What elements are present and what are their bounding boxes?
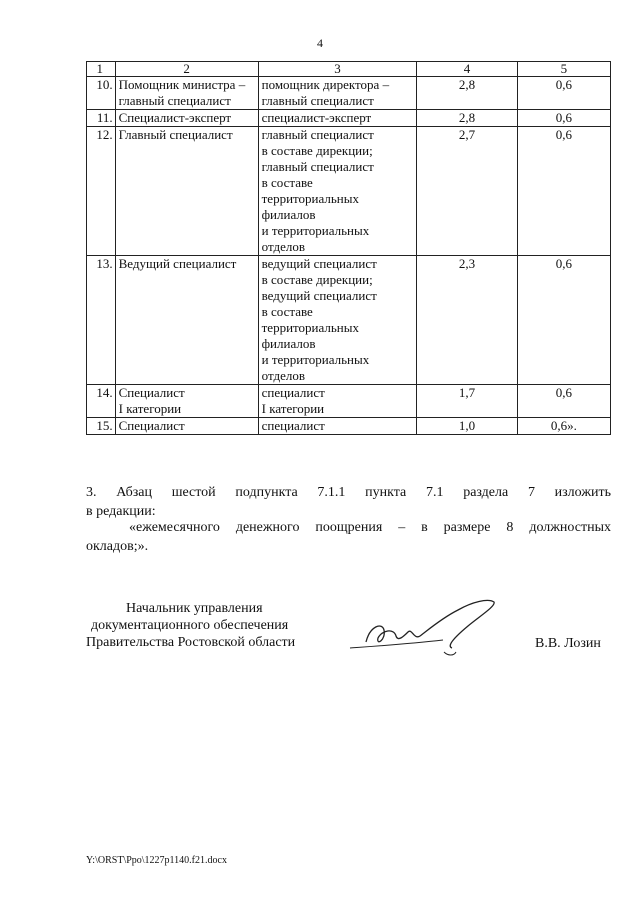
position-line: Ведущий специалист <box>118 256 237 271</box>
header-col-4: 4 <box>417 62 517 77</box>
bonus-cell: 0,6 <box>517 77 610 110</box>
equivalent-position-line: главный специалист <box>261 159 374 174</box>
row-number: 15. <box>87 418 116 435</box>
coefficient-cell: 1,7 <box>417 385 517 418</box>
bonus-cell: 0,6 <box>517 110 610 127</box>
header-col-1: 1 <box>87 62 116 77</box>
table-row <box>87 418 611 435</box>
coefficient-cell: 1,0 <box>417 418 517 435</box>
table-header-row <box>87 62 611 77</box>
equivalent-position-line: и территориальных <box>261 352 370 367</box>
equivalent-position-cell <box>258 418 417 435</box>
paragraph-3-line-1: 3. Абзац шестой подпункта 7.1.1 пункта 7.1 раздела 7 изложить <box>86 485 611 500</box>
header-col-2: 2 <box>115 62 258 77</box>
table-row <box>87 127 611 256</box>
equivalent-position-line: филиалов <box>261 207 316 222</box>
equivalent-position-cell <box>258 256 417 385</box>
position-line: Помощник министра – <box>118 77 246 92</box>
equivalent-position-line: главный специалист <box>261 127 374 142</box>
bonus-cell: 0,6 <box>517 127 610 256</box>
page-number: 4 <box>317 36 323 50</box>
position-line: Специалист-эксперт <box>118 110 232 125</box>
row-number: 14. <box>87 385 116 418</box>
equivalent-position-line: ведущий специалист <box>261 256 377 271</box>
bonus-cell: 0,6 <box>517 256 610 385</box>
equivalent-position-cell <box>258 385 417 418</box>
position-cell <box>115 77 258 110</box>
equivalent-position-line: отделов <box>261 239 305 254</box>
equivalent-position-line: главный специалист <box>261 93 374 108</box>
coefficient-cell: 2,8 <box>417 110 517 127</box>
equivalent-position-line: филиалов <box>261 336 316 351</box>
paragraph-3-line-2: в редакции: <box>86 504 156 519</box>
equivalent-position-cell <box>258 110 417 127</box>
equivalent-position-line: специалист <box>261 418 325 433</box>
equivalent-position-line: территориальных <box>261 320 359 335</box>
equivalent-position-line: территориальных <box>261 191 359 206</box>
equivalent-position-line: в составе дирекции; <box>261 143 373 158</box>
table-row <box>87 256 611 385</box>
position-line: Главный специалист <box>118 127 233 142</box>
coefficient-cell: 2,3 <box>417 256 517 385</box>
signatory-title-line-1: Начальник управления <box>126 601 263 616</box>
quote-line-2: окладов;». <box>86 539 149 554</box>
equivalent-position-cell <box>258 77 417 110</box>
signatory-title-line-3: Правительства Ростовской области <box>86 635 296 650</box>
row-number: 12. <box>87 127 116 256</box>
positions-table <box>86 61 611 435</box>
bonus-cell: 0,6 <box>517 385 610 418</box>
bonus-cell: 0,6». <box>517 418 610 435</box>
position-line: Специалист <box>118 385 185 400</box>
coefficient-cell: 2,7 <box>417 127 517 256</box>
signatory-name: В.В. Лозин <box>535 636 601 651</box>
equivalent-position-line: и территориальных <box>261 223 370 238</box>
row-number: 10. <box>87 77 116 110</box>
signatory-title <box>86 600 295 651</box>
file-path-footer: Y:\ORST\Ppo\1227p1140.f21.docx <box>86 855 227 866</box>
equivalent-position-line: в составе дирекции; <box>261 272 373 287</box>
header-col-5: 5 <box>517 62 610 77</box>
position-line: главный специалист <box>118 93 231 108</box>
equivalent-position-line: помощник директора – <box>261 77 390 92</box>
equivalent-position-line: I категории <box>261 401 325 416</box>
quote-line-1: «ежемесячного денежного поощрения – в размере 8 должностных <box>129 520 611 535</box>
position-cell <box>115 127 258 256</box>
signatory-title-line-2: документационного обеспечения <box>91 618 289 633</box>
position-line: Специалист <box>118 418 185 433</box>
equivalent-position-line: специалист-эксперт <box>261 110 372 125</box>
equivalent-position-line: в составе <box>261 175 313 190</box>
position-cell <box>115 418 258 435</box>
position-cell <box>115 110 258 127</box>
position-cell <box>115 385 258 418</box>
table-row <box>87 110 611 127</box>
table-row <box>87 77 611 110</box>
equivalent-position-line: отделов <box>261 368 305 383</box>
position-cell <box>115 256 258 385</box>
coefficient-cell: 2,8 <box>417 77 517 110</box>
position-line: I категории <box>118 401 182 416</box>
row-number: 13. <box>87 256 116 385</box>
equivalent-position-line: специалист <box>261 385 325 400</box>
header-col-3: 3 <box>258 62 417 77</box>
table-row <box>87 385 611 418</box>
equivalent-position-line: ведущий специалист <box>261 288 377 303</box>
equivalent-position-cell <box>258 127 417 256</box>
row-number: 11. <box>87 110 116 127</box>
equivalent-position-line: в составе <box>261 304 313 319</box>
handwritten-signature <box>348 596 498 666</box>
